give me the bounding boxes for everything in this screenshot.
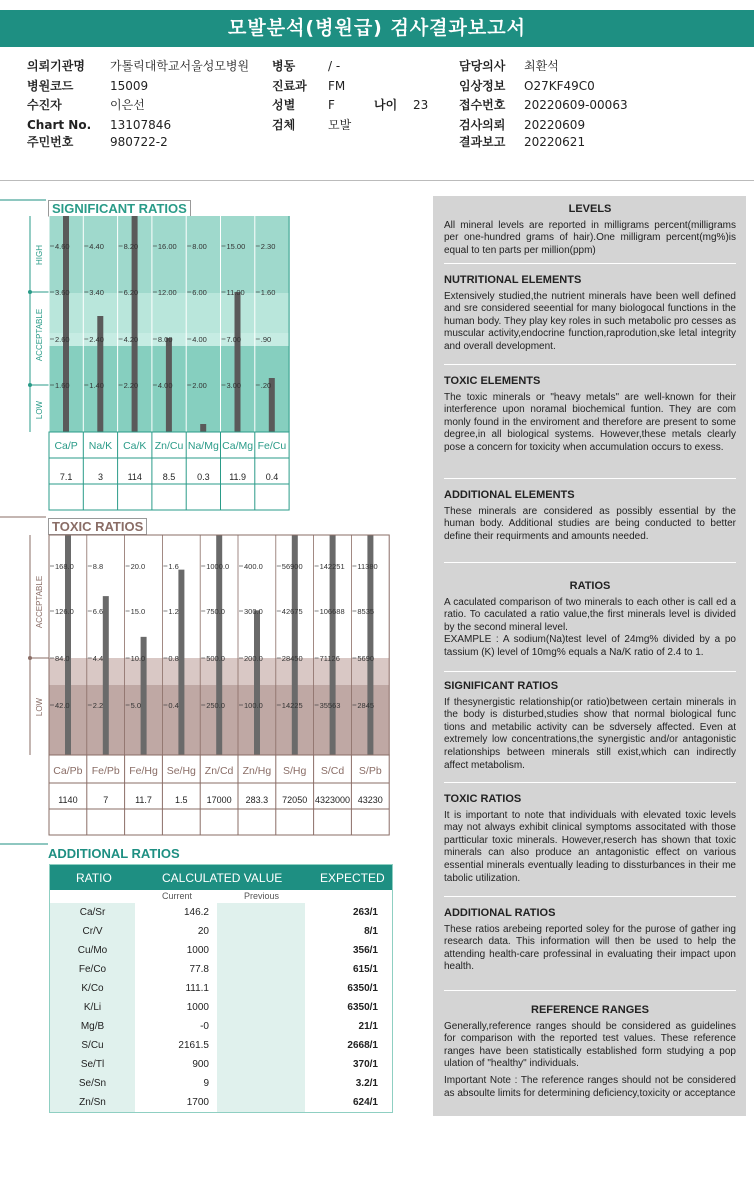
tick-label: 3.40 bbox=[89, 288, 104, 297]
current-cell: 1000 bbox=[135, 998, 217, 1017]
note-text: Generally,reference ranges should be considered as guidelines for comparison with the reported test values. These reference ranges have been statistically established form studying a pop ulation of "healthy" individuals. bbox=[444, 1020, 736, 1070]
tick-label: 1.40 bbox=[89, 381, 104, 390]
note-title: SIGNIFICANT RATIOS bbox=[444, 680, 559, 692]
tick-label: 42.0 bbox=[55, 701, 70, 710]
ratio-name: S/Pb bbox=[358, 765, 382, 777]
ratio-value: 3 bbox=[97, 472, 103, 482]
tick-label: 14225 bbox=[281, 701, 303, 710]
additional-ratios-rule bbox=[0, 840, 60, 850]
ratio-name: S/Hg bbox=[283, 765, 307, 777]
current-cell: 20 bbox=[135, 922, 217, 941]
tick-label: 5.0 bbox=[130, 701, 142, 710]
tick-label: 3.00 bbox=[226, 381, 242, 390]
ratio-name: Fe/Pb bbox=[91, 765, 120, 777]
significant-ratios-chart bbox=[0, 195, 300, 515]
tick-label: 42675 bbox=[281, 607, 303, 616]
previous-cell bbox=[217, 960, 305, 979]
header-divider bbox=[0, 180, 754, 181]
field-label: 성별 bbox=[272, 98, 296, 112]
field-label: 나이 bbox=[374, 98, 398, 112]
note-text: The toxic minerals or "heavy metals" are well-known for their interference upon noramal biochemical funtion. They are com monly found in the enviroment and therefore are present to some degree,in all biological systems. However,these metals clearly pose a concern for toxicity when accumulation occurs to exess. bbox=[444, 391, 736, 453]
field-value: O27KF49C0 bbox=[524, 79, 595, 93]
expected-cell: 356/1 bbox=[305, 941, 392, 960]
ratio-cell: Cu/Mo bbox=[50, 941, 135, 960]
current-cell: 2161.5 bbox=[135, 1036, 217, 1055]
current-cell: 77.8 bbox=[135, 960, 217, 979]
tick-label: 100.0 bbox=[244, 701, 263, 710]
tick-label: 4.00 bbox=[157, 381, 173, 390]
expected-cell: 2668/1 bbox=[305, 1036, 392, 1055]
tick-label: 5690 bbox=[357, 654, 375, 663]
field-label: 임상정보 bbox=[459, 79, 506, 93]
tick-label: 71126 bbox=[319, 654, 340, 663]
previous-cell bbox=[217, 1093, 305, 1112]
ratio-name: Zn/Cu bbox=[154, 440, 184, 452]
note-significant bbox=[444, 680, 736, 772]
tick-label: 35563 bbox=[319, 701, 341, 710]
ratio-name: Ca/Mg bbox=[222, 440, 254, 452]
col-calculated: CALCULATED VALUE bbox=[162, 871, 283, 885]
previous-cell bbox=[217, 1036, 305, 1055]
tick-label: 2.40 bbox=[89, 335, 104, 344]
divider bbox=[444, 364, 736, 365]
ratio-value: 283.3 bbox=[245, 795, 269, 805]
tick-label: 11.00 bbox=[226, 288, 245, 297]
divider bbox=[444, 782, 736, 783]
ratio-name: Fe/Cu bbox=[257, 440, 287, 452]
additional-ratios-title: ADDITIONAL RATIOS bbox=[48, 846, 180, 861]
field-label: 진료과 bbox=[272, 79, 307, 93]
expected-cell: 6350/1 bbox=[305, 979, 392, 998]
table-body bbox=[50, 903, 392, 1112]
field-value: FM bbox=[328, 79, 346, 93]
previous-cell bbox=[217, 979, 305, 998]
tick-label: 200.0 bbox=[244, 654, 263, 663]
tick-label: 4.40 bbox=[89, 242, 104, 251]
ratio-name: Na/Mg bbox=[187, 440, 219, 452]
tick-label: 8.20 bbox=[123, 242, 139, 251]
note-text: All mineral levels are reported in milligrams percent(milligrams per one-hundred grams of hair).One milligram percent(mg%)is equal to ten parts per million(ppm) bbox=[444, 219, 736, 256]
note-text: These ratios arebeing reported soley for the purose of gather ing research data. This information will then be used to help the attending health-care professinal in evaluating their impact upon health. bbox=[444, 923, 736, 973]
tick-label: 84.0 bbox=[55, 654, 70, 663]
field-label: 수진자 bbox=[27, 98, 62, 112]
previous-cell bbox=[217, 922, 305, 941]
field-value: 20220609 bbox=[524, 118, 586, 132]
toxic-ratios-chart bbox=[0, 512, 400, 842]
ratio-cell: Mg/B bbox=[50, 1017, 135, 1036]
table-row bbox=[50, 1074, 392, 1093]
field-label: Chart No. bbox=[27, 118, 92, 132]
divider bbox=[444, 896, 736, 897]
field-label: 접수번호 bbox=[459, 98, 506, 112]
ratio-cell: K/Li bbox=[50, 998, 135, 1017]
ratio-name: Ca/Pb bbox=[53, 765, 83, 777]
ratio-bar bbox=[254, 610, 260, 755]
field-label: 검체 bbox=[272, 118, 296, 132]
tick-label: 6.00 bbox=[192, 288, 207, 297]
tick-label: 15.0 bbox=[130, 607, 146, 616]
note-text: If thesynergistic relationship(or ratio)between certain minerals in the body is disturbed,studies show that normal biological func tions and metabilic activity can be sdversely affected. Even at extremely low concentrations,the synergistic and/or antagonistic relationships between minerals still exist,which can indirectly affect metabolism. bbox=[444, 696, 736, 771]
ratio-value: 11.9 bbox=[229, 472, 247, 482]
note-text: Extensively studied,the nutrient minerals have been well defined and sre considered seeential for many biologocal functions in the human body. They play key roles in such metabolic pro cesses as muscular activity,endocrine function,raprodution,ske letal integrity and overall development. bbox=[444, 290, 736, 352]
ratio-name: Na/K bbox=[88, 440, 113, 452]
divider bbox=[444, 263, 736, 264]
field-value: 980722-2 bbox=[110, 135, 168, 149]
tick-label: 16.00 bbox=[157, 242, 177, 251]
additional-ratios-table bbox=[49, 864, 393, 1113]
field-label: 결과보고 bbox=[459, 135, 506, 149]
field-value: 최환석 bbox=[524, 59, 559, 73]
current-cell: 111.1 bbox=[135, 979, 217, 998]
zone-label: ACCEPTABLE bbox=[35, 575, 44, 629]
note-levels bbox=[444, 203, 736, 257]
note-title: NUTRITIONAL ELEMENTS bbox=[444, 274, 582, 286]
note-title: ADDITIONAL ELEMENTS bbox=[444, 489, 575, 501]
table-header bbox=[50, 865, 392, 890]
zone-label: HIGH bbox=[35, 245, 44, 265]
table-row bbox=[50, 960, 392, 979]
tick-label: 1.2 bbox=[168, 607, 179, 616]
previous-cell bbox=[217, 998, 305, 1017]
ratio-bar bbox=[97, 316, 103, 432]
tick-label: 750.0 bbox=[206, 607, 225, 616]
ratio-bar bbox=[200, 424, 206, 432]
expected-cell: 615/1 bbox=[305, 960, 392, 979]
table-subheader bbox=[50, 890, 392, 903]
tick-label: 2845 bbox=[357, 701, 375, 710]
ratio-value: 4323000 bbox=[314, 795, 351, 805]
ratio-cell: Se/Sn bbox=[50, 1074, 135, 1093]
tick-label: 126.0 bbox=[55, 607, 74, 616]
table-row bbox=[50, 998, 392, 1017]
note-title: TOXIC ELEMENTS bbox=[444, 375, 541, 387]
ratio-value: 7 bbox=[103, 795, 109, 805]
tick-label: 4.4 bbox=[92, 654, 104, 663]
note-text: These minerals are considered as possibly essential by the human body. Additional studies are being conducted to better define their requirments and amounts needed. bbox=[444, 505, 736, 542]
field-value: 모발 bbox=[328, 118, 352, 132]
col-expected: EXPECTED bbox=[320, 871, 385, 885]
tick-label: .20 bbox=[260, 381, 272, 390]
tick-label: .90 bbox=[260, 335, 272, 344]
note-title: REFERENCE RANGES bbox=[531, 1004, 649, 1016]
col-previous: Previous bbox=[244, 891, 280, 901]
ratio-value: 17000 bbox=[206, 795, 232, 805]
tick-label: 500.0 bbox=[206, 654, 225, 663]
tick-label: 1.6 bbox=[168, 562, 179, 571]
note-title: LEVELS bbox=[568, 203, 612, 215]
field-value: F bbox=[328, 98, 335, 112]
field-value: 20220609-00063 bbox=[524, 98, 628, 112]
table-row bbox=[50, 1093, 392, 1112]
note-reference bbox=[444, 1004, 736, 1100]
previous-cell bbox=[217, 1017, 305, 1036]
field-label: 담당의사 bbox=[459, 59, 506, 73]
ratio-name: Se/Hg bbox=[166, 765, 196, 777]
tick-label: 2.20 bbox=[123, 381, 139, 390]
current-cell: 9 bbox=[135, 1074, 217, 1093]
zone-label: ACCEPTABLE bbox=[35, 308, 44, 362]
note-title: TOXIC RATIOS bbox=[444, 793, 522, 805]
tick-label: 0.8 bbox=[168, 654, 179, 663]
tick-label: 1.60 bbox=[55, 381, 70, 390]
tick-label: 2.2 bbox=[92, 701, 104, 710]
ratio-cell: Cr/V bbox=[50, 922, 135, 941]
field-value: 20220621 bbox=[524, 135, 586, 149]
tick-label: 0.4 bbox=[168, 701, 179, 710]
tick-label: 168.0 bbox=[55, 562, 74, 571]
tick-label: 7.00 bbox=[226, 335, 242, 344]
ratio-value: 0.3 bbox=[197, 472, 210, 482]
tick-label: 1000.0 bbox=[206, 562, 230, 571]
field-label: 주민번호 bbox=[27, 135, 74, 149]
expected-cell: 3.2/1 bbox=[305, 1074, 392, 1093]
divider bbox=[444, 478, 736, 479]
tick-label: 1.60 bbox=[260, 288, 276, 297]
ratio-name: Zn/Hg bbox=[242, 765, 272, 777]
previous-cell bbox=[217, 941, 305, 960]
tick-label: 300.0 bbox=[244, 607, 263, 616]
ratio-value: 7.1 bbox=[59, 472, 73, 482]
zone-label: LOW bbox=[35, 400, 44, 420]
note-additional bbox=[444, 489, 736, 543]
expected-cell: 8/1 bbox=[305, 922, 392, 941]
zone-label: LOW bbox=[35, 697, 44, 717]
header-row bbox=[27, 58, 85, 74]
ratio-cell: S/Cu bbox=[50, 1036, 135, 1055]
tick-label: 8.00 bbox=[157, 335, 173, 344]
ratio-bar bbox=[103, 596, 109, 755]
ratio-cell: Ca/Sr bbox=[50, 903, 135, 922]
ratio-value: 43230 bbox=[357, 795, 383, 805]
tick-label: 400.0 bbox=[244, 562, 263, 571]
col-current: Current bbox=[162, 891, 193, 901]
ratio-name: S/Cd bbox=[320, 765, 345, 777]
table-row bbox=[50, 1055, 392, 1074]
tick-label: 4.20 bbox=[123, 335, 139, 344]
note-title: ADDITIONAL RATIOS bbox=[444, 907, 556, 919]
ratio-value: 11.7 bbox=[135, 795, 152, 805]
significant-ratios-title: SIGNIFICANT RATIOS bbox=[48, 200, 191, 217]
ratio-name: Zn/Cd bbox=[204, 765, 234, 777]
toxic-ratios-title: TOXIC RATIOS bbox=[48, 518, 147, 535]
table-row bbox=[50, 1036, 392, 1055]
expected-cell: 21/1 bbox=[305, 1017, 392, 1036]
table-row bbox=[50, 979, 392, 998]
note-additional-ratios bbox=[444, 907, 736, 974]
previous-cell bbox=[217, 1074, 305, 1093]
tick-label: 56900 bbox=[281, 562, 303, 571]
report-title: 모발분석(병원급) 검사결과보고서 bbox=[0, 10, 754, 47]
ratio-name: Ca/P bbox=[54, 440, 78, 452]
field-value: 이은선 bbox=[110, 98, 145, 112]
current-cell: 1700 bbox=[135, 1093, 217, 1112]
table-row bbox=[50, 903, 392, 922]
tick-label: 2.00 bbox=[192, 381, 207, 390]
current-cell: 1000 bbox=[135, 941, 217, 960]
tick-label: 4.00 bbox=[192, 335, 207, 344]
ratio-value: 0.4 bbox=[265, 472, 279, 482]
expected-cell: 6350/1 bbox=[305, 998, 392, 1017]
expected-cell: 370/1 bbox=[305, 1055, 392, 1074]
ratio-value: 114 bbox=[127, 472, 142, 482]
ratio-cell: K/Co bbox=[50, 979, 135, 998]
expected-cell: 624/1 bbox=[305, 1093, 392, 1112]
field-value: 13107846 bbox=[110, 118, 172, 132]
note-title: RATIOS bbox=[569, 580, 611, 592]
zone-dot bbox=[28, 656, 32, 660]
tick-label: 15.00 bbox=[226, 242, 246, 251]
table-row bbox=[50, 922, 392, 941]
zone-dot bbox=[28, 290, 32, 294]
tick-label: 142251 bbox=[319, 562, 345, 571]
previous-cell bbox=[217, 903, 305, 922]
note-toxic-ratios bbox=[444, 793, 736, 885]
divider bbox=[444, 671, 736, 672]
ratio-name: Fe/Hg bbox=[129, 765, 158, 777]
ratio-cell: Zn/Sn bbox=[50, 1093, 135, 1112]
acceptable-zone bbox=[49, 293, 289, 333]
divider bbox=[444, 562, 736, 563]
tick-label: 12.00 bbox=[157, 288, 177, 297]
ratio-value: 1.5 bbox=[175, 795, 188, 805]
tick-label: 10.0 bbox=[130, 654, 146, 663]
tick-label: 106688 bbox=[319, 607, 345, 616]
field-value: 가톨릭대학교서울성모병원 bbox=[110, 59, 250, 73]
tick-label: 8.00 bbox=[192, 242, 207, 251]
note-text: A caculated comparison of two minerals to each other is call ed a ratio. To caculated a ratio value,the first minerals level is divided by the second mineral level. bbox=[444, 596, 736, 633]
tick-label: 8535 bbox=[357, 607, 375, 616]
field-value: 23 bbox=[413, 98, 429, 112]
field-label: 검사의뢰 bbox=[459, 118, 506, 132]
tick-label: 4.60 bbox=[55, 242, 70, 251]
field-label: 병원코드 bbox=[27, 79, 74, 93]
col-ratio: RATIO bbox=[76, 871, 112, 885]
tick-label: 6.6 bbox=[92, 607, 104, 616]
ratio-value: 8.5 bbox=[162, 472, 176, 482]
zone-dot bbox=[28, 383, 32, 387]
tick-label: 11380 bbox=[357, 562, 378, 571]
tick-label: 28450 bbox=[281, 654, 303, 663]
note-toxic bbox=[444, 375, 736, 455]
current-cell: 900 bbox=[135, 1055, 217, 1074]
tick-label: 6.20 bbox=[123, 288, 139, 297]
high-zone bbox=[49, 216, 289, 293]
field-value: / - bbox=[328, 59, 341, 73]
current-cell: 146.2 bbox=[135, 903, 217, 922]
note-example: EXAMPLE : A sodium(Na)test level of 24mg% divided by a po tassium (K) level of 10mg% equals a Na/K ratio of 2.4 to 1. bbox=[444, 634, 736, 658]
ratio-value: 72050 bbox=[282, 795, 308, 805]
table-row bbox=[50, 941, 392, 960]
current-cell: -0 bbox=[135, 1017, 217, 1036]
expected-cell: 263/1 bbox=[305, 903, 392, 922]
ratio-cell: Fe/Co bbox=[50, 960, 135, 979]
tick-label: 250.0 bbox=[206, 701, 225, 710]
table-row bbox=[50, 1017, 392, 1036]
note-important: Important Note : The reference ranges should not be considered as absoulte limits for determining deficiency,toxicity or acceptance bbox=[444, 1074, 736, 1099]
previous-cell bbox=[217, 1055, 305, 1074]
note-nutritional bbox=[444, 274, 736, 354]
ratio-cell: Se/Tl bbox=[50, 1055, 135, 1074]
ratio-bar bbox=[178, 570, 184, 755]
ratio-bar bbox=[235, 292, 241, 432]
tick-label: 20.0 bbox=[130, 562, 146, 571]
ratio-name: Ca/K bbox=[123, 440, 147, 452]
note-text: It is important to note that individuals with elevated toxic levels may not always exhibit clinical symptoms associtated with those partticular toxic minerals. However,reserch has shown that toxic minerals can also produce an antagonistic effect on various essential minerals eventually leading to dissturbances in their me tabolic utilization. bbox=[444, 809, 736, 884]
note-ratios bbox=[444, 580, 736, 660]
tick-label: 2.60 bbox=[55, 335, 70, 344]
field-label: 병동 bbox=[272, 59, 296, 73]
tick-label: 8.8 bbox=[92, 562, 104, 571]
ratio-value: 1140 bbox=[58, 795, 78, 805]
tick-label: 3.60 bbox=[55, 288, 70, 297]
field-label: 의뢰기관명 bbox=[27, 59, 85, 73]
field-value: 15009 bbox=[110, 79, 149, 93]
divider bbox=[444, 990, 736, 991]
tick-label: 2.30 bbox=[260, 242, 276, 251]
